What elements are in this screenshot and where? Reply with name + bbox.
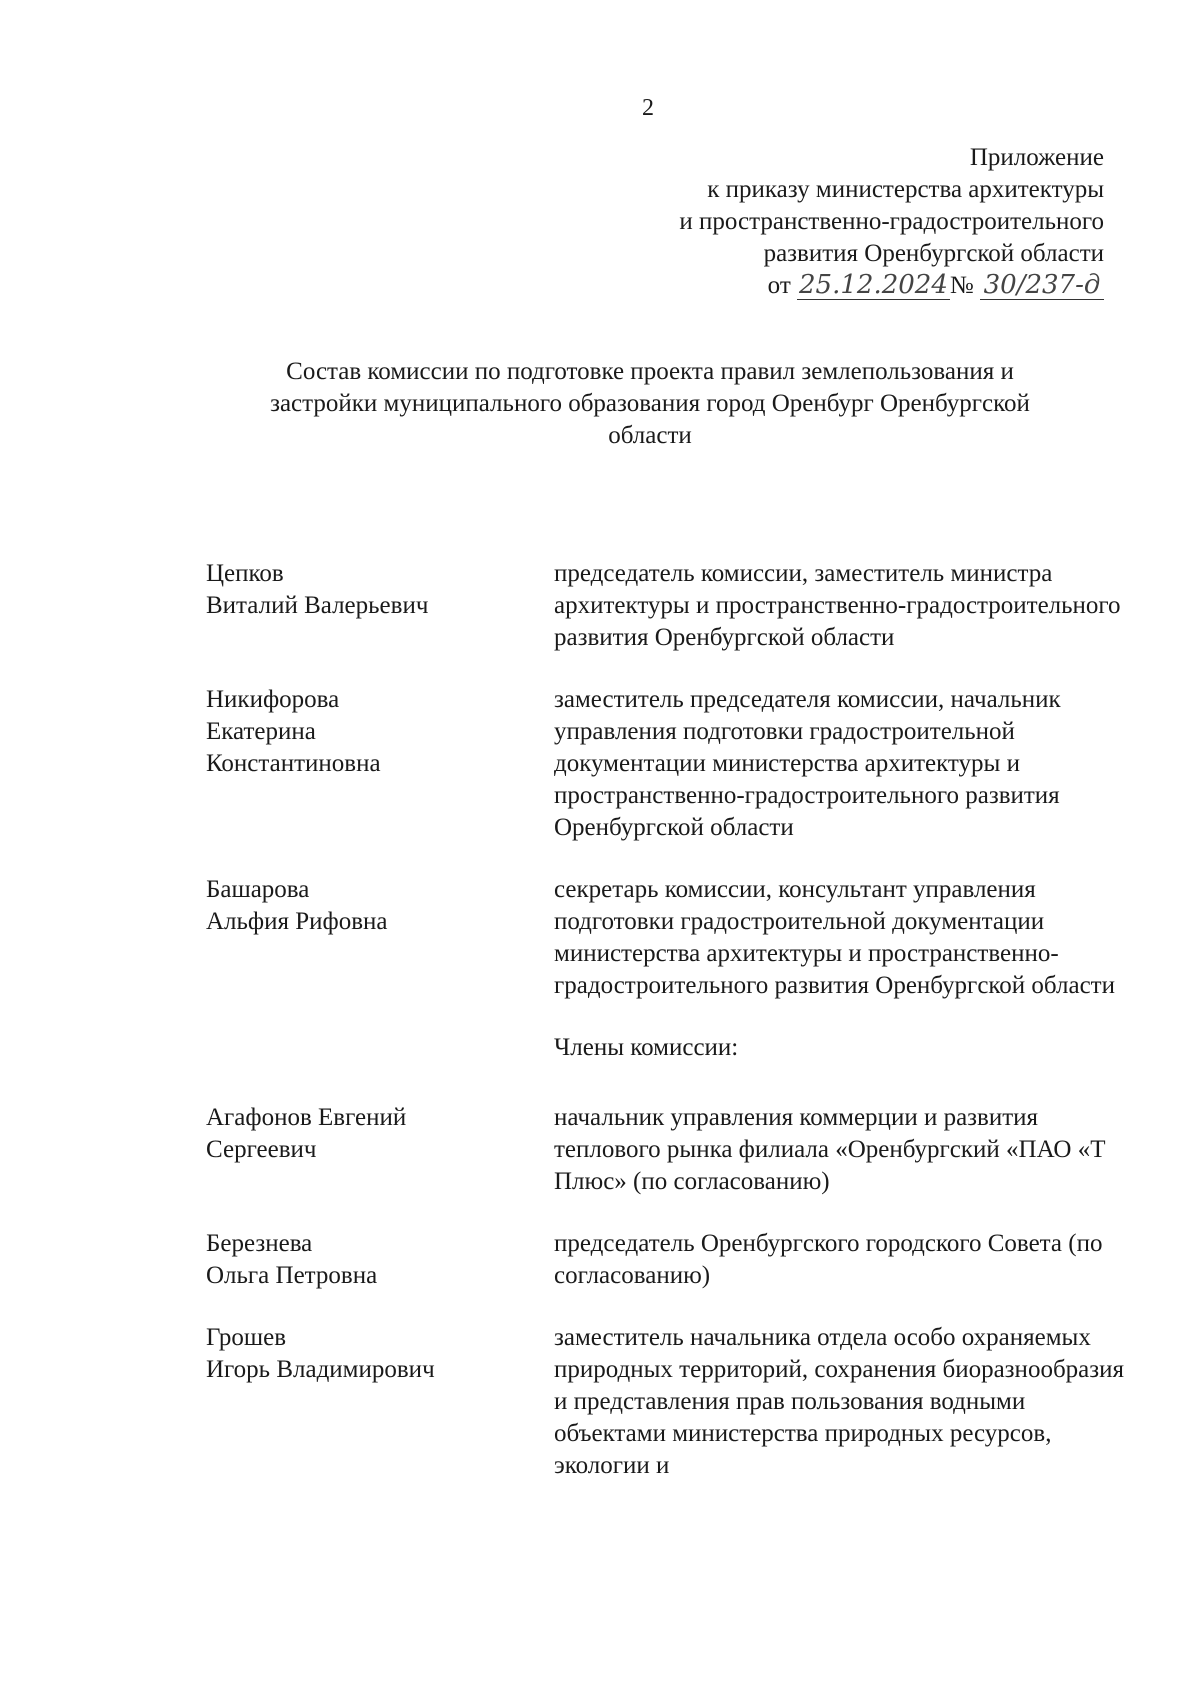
member-role: заместитель начальника отдела особо охраняемых природных территорий, сохранения биоразнообразия и представления прав пользования водными объектами министерства природных ресурсов, экологии и: [554, 1324, 1125, 1479]
order-date-number-line: [768, 270, 1104, 302]
handwritten-order-date: 25.12.2024: [799, 270, 948, 300]
commission-composition: [206, 558, 1126, 1512]
member-name-line-2: Сергеевич: [206, 1136, 317, 1163]
handwritten-order-number: 30/237-д: [980, 271, 1104, 300]
member-row: [206, 1102, 1126, 1198]
title-line-2: застройки муниципального образования город Оренбург Оренбургской: [270, 390, 1030, 417]
page-number: 2: [642, 95, 654, 121]
member-row: [206, 558, 1126, 654]
member-row: [206, 1322, 1126, 1482]
member-role: заместитель председателя комиссии, начальник управления подготовки градостроительной документации министерства архитектуры и пространственно-градостроительного развития Оренбургской области: [554, 686, 1061, 841]
title-line-3: области: [608, 422, 692, 449]
appendix-header: [679, 142, 1104, 302]
member-surname: Грошев: [206, 1324, 287, 1351]
member-role: начальник управления коммерции и развития теплового рынка филиала «Оренбургский «ПАО «Т Плюс» (по согласованию): [554, 1104, 1106, 1195]
member-name: [206, 1322, 554, 1482]
member-name: [206, 874, 554, 1002]
member-name: [206, 1102, 554, 1198]
member-role: председатель Оренбургского городского Совета (по согласованию): [554, 1230, 1103, 1289]
member-surname: Башарова: [206, 876, 310, 903]
appendix-region-line: развития Оренбургской области: [763, 240, 1104, 267]
appendix-ministry-line: и пространственно-градостроительного: [679, 208, 1104, 235]
member-surname: Никифорова: [206, 686, 340, 713]
member-patronymic: Константиновна: [206, 750, 381, 777]
members-heading: Члены комиссии:: [554, 1034, 739, 1061]
member-role: секретарь комиссии, консультант управления подготовки градостроительной документации министерства архитектуры и пространственно-градостроительного развития Оренбургской области: [554, 876, 1115, 999]
member-name-line-1: Агафонов Евгений: [206, 1104, 407, 1131]
appendix-label: Приложение: [969, 144, 1104, 171]
member-surname: Цепков: [206, 560, 284, 587]
member-name: [206, 558, 554, 654]
document-title: [200, 356, 1100, 452]
order-prefix: от: [767, 272, 791, 299]
member-given-names: Ольга Петровна: [206, 1262, 378, 1289]
member-role: председатель комиссии, заместитель министра архитектуры и пространственно-градостроительного развития Оренбургской области: [554, 560, 1121, 651]
appendix-order-ref-line: к приказу министерства архитектуры: [707, 176, 1104, 203]
member-given-name: Екатерина: [206, 718, 316, 745]
member-name: [206, 684, 554, 844]
title-line-1: Состав комиссии по подготовке проекта правил землепользования и: [286, 358, 1014, 385]
member-row: [206, 684, 1126, 844]
order-number-label: №: [949, 272, 974, 299]
member-given-names: Игорь Владимирович: [206, 1356, 435, 1383]
member-given-names: Альфия Рифовна: [206, 908, 388, 935]
member-given-names: Виталий Валерьевич: [206, 592, 429, 619]
member-row: [206, 1228, 1126, 1292]
member-surname: Березнева: [206, 1230, 313, 1257]
member-name: [206, 1228, 554, 1292]
member-row: [206, 874, 1126, 1002]
